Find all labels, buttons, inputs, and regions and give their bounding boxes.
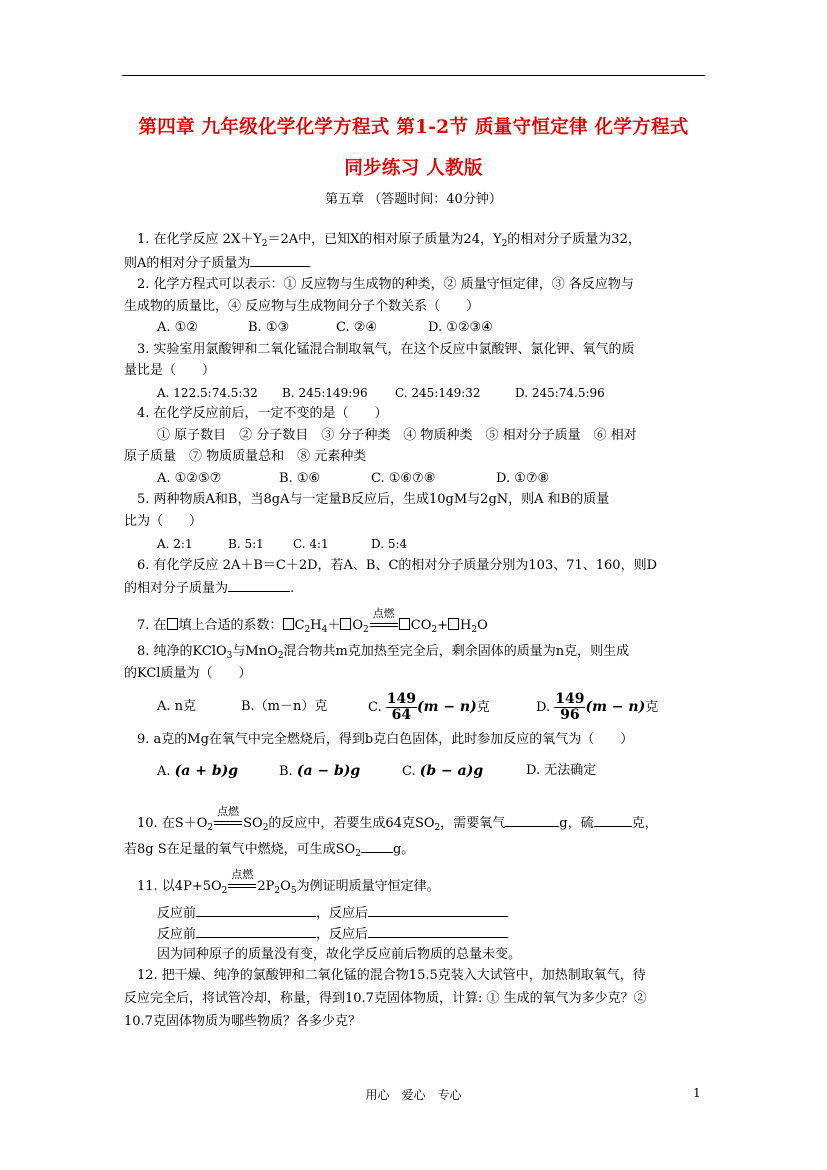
q10-line-2: 若8g S在足量的氧气中燃烧，可生成$SO_2$ g。 [124,842,415,859]
header-rule [122,75,705,76]
answer-blank[interactable] [594,814,632,827]
answer-blank[interactable] [368,904,508,917]
reaction-arrow: 点燃 [227,878,257,892]
q1-line-2: 则A的相对分子质量为 [124,254,310,273]
q5-line-1: 5. 两种物质A和B，当8gA与一定量B反应后，生成10gM与2gN，则A 和B的质量 [137,492,610,507]
q4-option-c: C. ①⑥⑦⑧ [371,471,436,486]
q3-option-c: C. 245:149:32 [395,386,481,400]
q10-line-1: 10. 在$S+O_2$ 点燃 $SO_2$的反应中，若要生成64克$SO_2$，需要氧气 g，硫 克， [137,805,658,833]
q3-line-2: 量比是（ ） [124,363,216,378]
q9-option-b: B. (a − b)g [279,763,361,779]
q6-line-2: 的相对分子质量为 . [124,581,295,596]
q5-option-a: A. 2:1 [157,537,193,551]
title-line-1: 第四章 九年级化学化学方程式 第1-2节 质量守恒定律 化学方程式 [138,117,689,138]
q11-row-2: 反应前 ，反应后 [157,925,508,944]
q4-line-1: 4. 在化学反应前后，一定不变的是（ ） [137,406,388,421]
q11-row-3: 因为同种原子的质量没有变，故化学反应前后物质的总量未变。 [157,947,522,962]
subtitle: 第五章 （答题时间：40分钟） [325,192,502,207]
q8-line-1: 8. 纯净的KClO$_3$与MnO$_2$混合物共m克加热至完全后，剩余固体的质量为n克，则生成 [137,644,630,661]
q3-option-b: B. 245:149:96 [282,386,368,400]
q5-option-c: C. 4:1 [293,537,329,551]
title-line-2: 同步练习 人教版 [344,158,483,179]
q12-line-2: 反应完全后，将试管冷却，称量，得到10.7克固体物质，计算: ① 生成的氧气为多少克？② [124,991,647,1006]
reaction-arrow: 点燃 [369,617,399,631]
reaction-arrow: 点燃 [213,815,243,829]
q5-line-2: 比为（ ） [124,514,203,529]
q7-line: 7. 在 填上合适的系数： $C_2H_4+ O_2$ 点燃 $CO_2+ H_2O$ [137,607,488,635]
q3-option-d: D. 245:74.5:96 [515,386,605,400]
footer-motto: 用心 爱心 专心 [365,1088,462,1102]
q3-line-1: 3. 实验室用氯酸钾和二氧化锰混合制取氧气，在这个反应中氯酸钾、氯化钾、氧气的质 [137,342,635,357]
q2-option-d: D. ①②③④ [428,320,493,335]
q8-option-d: D. $\frac{149}{96}$ (m − n)克 [536,691,659,723]
q11-line-1: 11. 以$4P+5O_2$ 点燃 $2P_2O_5$为例证明质量守恒定律。 [137,868,440,896]
coefficient-box[interactable] [167,618,178,630]
q9-option-d: D. 无法确定 [526,763,597,778]
coefficient-box[interactable] [448,618,459,630]
q5-option-b: B. 5:1 [228,537,264,551]
q8-line-2: 的KCl质量为（ ） [124,666,252,681]
answer-blank[interactable] [196,904,316,917]
answer-blank[interactable] [250,254,310,267]
q4-line-3: 原子质量 ⑦ 物质质量总和 ⑧ 元素种类 [124,449,367,464]
q2-option-a: A. ①② [157,320,198,335]
q9-line-1: 9. a克的Mg在氧气中完全燃烧后，得到b克白色固体，此时参加反应的氧气为（ ） [137,732,634,747]
q9-option-c: C. (b − a)g [402,763,484,779]
q12-line-3: 10.7克固体物质为哪些物质？各多少克？ [124,1014,361,1029]
q2-option-c: C. ②④ [336,320,378,335]
q8-option-b: B.（m－n）克 [241,699,328,714]
q4-option-a: A. ①②⑤⑦ [157,471,222,486]
coefficient-box[interactable] [399,618,410,630]
q2-line-2: 生成物的质量比，④ 反应物与生成物间分子个数关系（ ） [124,299,480,314]
coefficient-box[interactable] [283,618,294,630]
answer-blank[interactable] [368,925,508,938]
q5-option-d: D. 5:4 [371,537,408,551]
q8-option-a: A. n克 [157,699,197,714]
q4-option-d: D. ①⑦⑧ [496,471,550,486]
fraction: $\frac{149}{64}$ [386,691,416,723]
page-number: 1 [693,1086,701,1100]
q2-line-1: 2. 化学方程式可以表示：① 反应物与生成物的种类，② 质量守恒定律，③ 各反应物与 [137,277,634,292]
q11-row-1: 反应前 ，反应后 [157,904,508,923]
answer-blank[interactable] [505,814,559,827]
q1-line-1: 1. 在化学反应 $2X+Y_2=2A$中，已知X的相对原子质量为24，$Y_2$的相对分子质量为32， [137,232,641,249]
q6-line-1: 6. 有化学反应 2A＋B＝C＋2D，若A、B、C的相对分子质量分别为103、71、160，则D [137,558,658,573]
q12-line-1: 12. 把干燥、纯净的氯酸钾和二氧化锰的混合物15.5克装入大试管中，加热制取氧气，待 [137,968,646,983]
coefficient-box[interactable] [340,618,351,630]
q3-option-a: A. 122.5:74.5:32 [157,386,258,400]
answer-blank[interactable] [196,925,316,938]
answer-blank[interactable] [228,579,290,592]
q8-option-c: C. $\frac{149}{64}$ (m − n)克 [368,691,490,723]
q9-option-a: A. (a + b)g [157,763,239,779]
q2-option-b: B. ①③ [248,320,290,335]
fraction: $\frac{149}{96}$ [555,691,585,723]
q4-line-2: ① 原子数目 ② 分子数目 ③ 分子种类 ④ 物质种类 ⑤ 相对分子质量 ⑥ 相对 [157,428,637,443]
answer-blank[interactable] [361,840,393,853]
q4-option-b: B. ①⑥ [279,471,321,486]
